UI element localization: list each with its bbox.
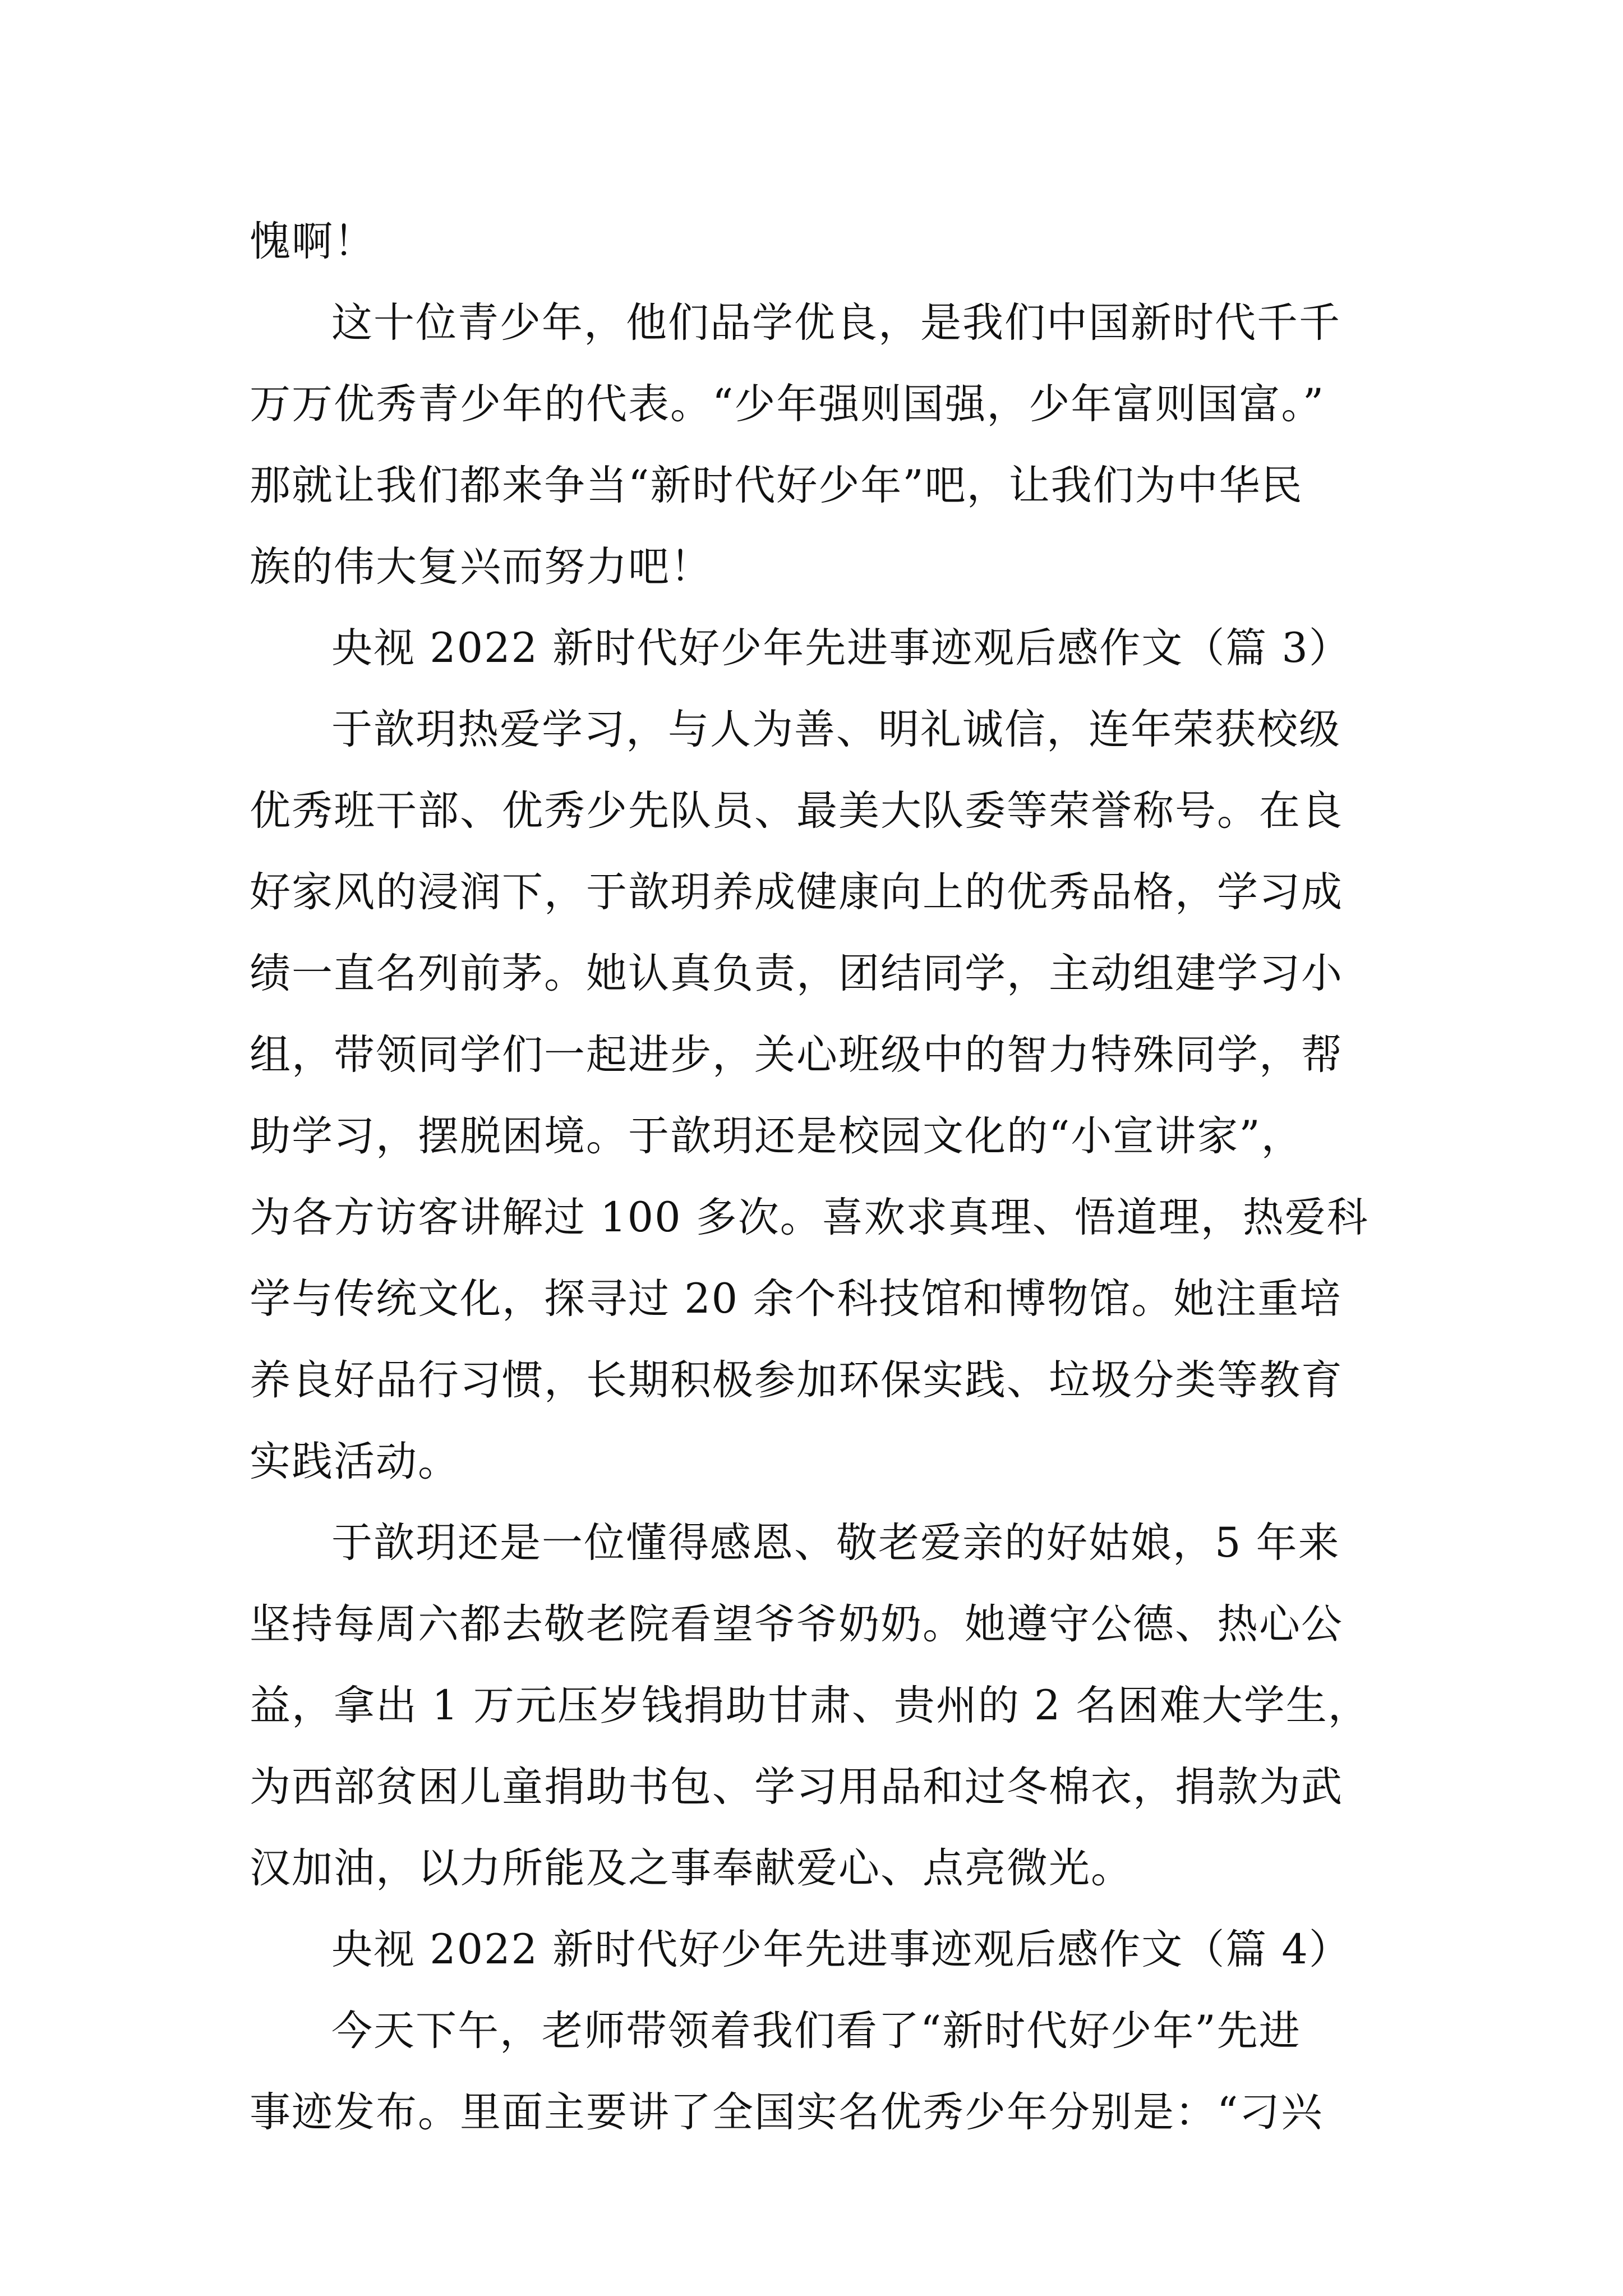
text-line-19: 益，拿出 1 万元压岁钱捐助甘肃、贵州的 2 名困难大学生， <box>250 1682 1370 1729</box>
text-line-3: 万万优秀青少年的代表。“少年强则国强，少年富则国富。” <box>250 380 1325 428</box>
text-line-9: 好家风的浸润下，于歆玥养成健康向上的优秀品格，学习成 <box>250 868 1343 916</box>
text-line-13: 为各方访客讲解过 100 多次。喜欢求真理、悟道理，热爱科 <box>250 1194 1369 1241</box>
text-line-5: 族的伟大复兴而努力吧！ <box>250 543 712 591</box>
text-line-16: 实践活动。 <box>250 1438 460 1485</box>
text-line-15: 养良好品行习惯，长期积极参加环保实践、垃圾分类等教育 <box>250 1356 1343 1404</box>
text-line-17: 于歆玥还是一位懂得感恩、敬老爱亲的好姑娘，5 年来 <box>331 1519 1340 1567</box>
text-line-1: 愧啊！ <box>250 218 376 265</box>
text-line-11: 组，带领同学们一起进步，关心班级中的智力特殊同学，帮 <box>250 1031 1343 1079</box>
text-line-7: 于歆玥热爱学习，与人为善、明礼诚信，连年荣获校级 <box>331 706 1341 753</box>
text-line-24: 事迹发布。里面主要讲了全国实名优秀少年分别是：“刁兴 <box>250 2088 1324 2136</box>
text-line-14: 学与传统文化，探寻过 20 余个科技馆和博物馆。她注重培 <box>250 1275 1342 1323</box>
text-line-8: 优秀班干部、优秀少先队员、最美大队委等荣誉称号。在良 <box>250 787 1343 835</box>
document-body <box>250 201 1382 2153</box>
text-line-20: 为西部贫困儿童捐助书包、学习用品和过冬棉衣，捐款为武 <box>250 1763 1343 1811</box>
text-line-18: 坚持每周六都去敬老院看望爷爷奶奶。她遵守公德、热心公 <box>250 1600 1343 1648</box>
text-line-10: 绩一直名列前茅。她认真负责，团结同学，主动组建学习小 <box>250 950 1343 997</box>
text-line-21: 汉加油，以力所能及之事奉献爱心、点亮微光。 <box>250 1844 1133 1892</box>
text-line-4: 那就让我们都来争当“新时代好少年”吧，让我们为中华民 <box>250 462 1303 509</box>
text-line-12: 助学习，摆脱困境。于歆玥还是校园文化的“小宣讲家”， <box>250 1112 1303 1160</box>
section-heading-4: 央视 2022 新时代好少年先进事迹观后感作文（篇 4） <box>331 1926 1351 1973</box>
text-line-23: 今天下午，老师带领着我们看了“新时代好少年”先进 <box>331 2007 1301 2055</box>
text-line-2: 这十位青少年，他们品学优良，是我们中国新时代千千 <box>331 299 1341 347</box>
section-heading-3: 央视 2022 新时代好少年先进事迹观后感作文（篇 3） <box>331 624 1351 672</box>
